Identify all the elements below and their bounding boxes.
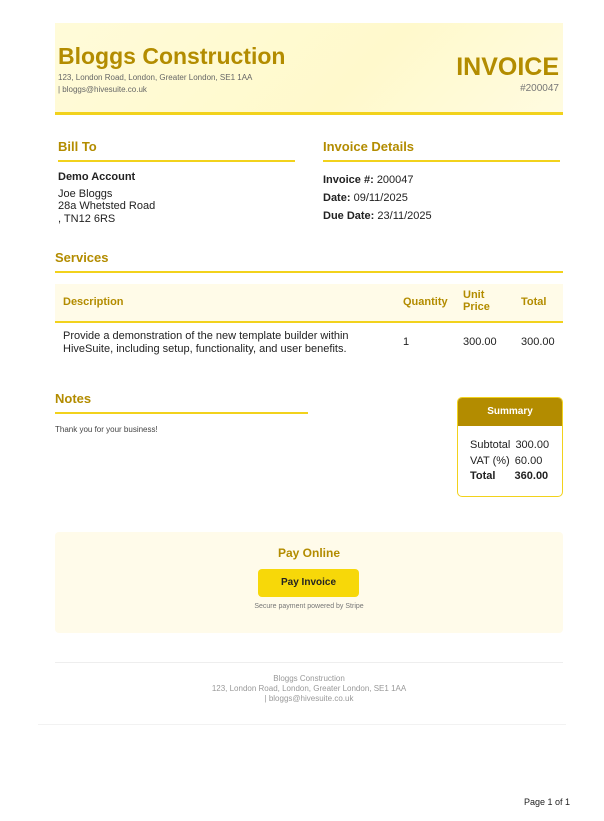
footer-address: 123, London Road, London, Greater London, SE1 1AA — [211, 684, 407, 693]
bill-to-block — [58, 171, 155, 225]
invoice-date-label: Date: — [323, 192, 351, 204]
bill-to-heading: Bill To — [58, 139, 295, 162]
row-quantity: 1 — [403, 336, 410, 348]
col-unit-price-line2: Price — [463, 301, 490, 313]
invoice-date-row — [323, 189, 432, 207]
summary-vat-value: 60.00 — [514, 455, 543, 467]
col-description: Description — [63, 296, 124, 308]
row-description — [63, 330, 349, 355]
notes-text: Thank you for your business! — [55, 425, 158, 434]
summary-subtotal-value: 300.00 — [515, 439, 550, 451]
notes-heading: Notes — [55, 391, 308, 414]
col-total: Total — [521, 296, 547, 308]
footer-divider — [55, 662, 563, 663]
pay-invoice-button[interactable]: Pay Invoice — [258, 569, 359, 597]
summary-box — [457, 397, 563, 497]
row-unit-price: 300.00 — [463, 336, 497, 348]
services-table-header — [55, 284, 563, 323]
summary-heading: Summary — [458, 398, 562, 426]
company-address: 123, London Road, London, Greater London, SE1 1AA — [58, 73, 253, 82]
bill-to-postcode: , TN12 6RS — [58, 212, 116, 225]
pay-online-heading: Pay Online — [277, 546, 341, 560]
footer-company-name: Bloggs Construction — [273, 674, 345, 683]
footer-email: | bloggs@hivesuite.co.uk — [264, 694, 354, 703]
row-description-line2: HiveSuite, including setup, functionality, and user benefits. — [63, 342, 347, 355]
invoice-number-label: Invoice #: — [323, 174, 374, 186]
summary-subtotal-row — [470, 439, 549, 451]
invoice-title: INVOICE — [456, 53, 559, 81]
summary-vat-label: VAT (%) — [470, 455, 510, 467]
invoice-number-value: 200047 — [376, 174, 414, 186]
invoice-details-block — [323, 171, 432, 225]
services-heading: Services — [55, 250, 563, 273]
pay-online-panel — [55, 532, 563, 633]
footer-bottom-divider — [38, 724, 566, 725]
summary-vat-row — [470, 455, 542, 467]
invoice-details-heading: Invoice Details — [323, 139, 560, 162]
bill-to-name: Joe Bloggs — [58, 187, 113, 200]
bill-to-street: 28a Whetsted Road — [58, 200, 156, 212]
invoice-number-tag: #200047 — [520, 83, 559, 94]
summary-total-label: Total — [470, 470, 496, 482]
row-description-line1: Provide a demonstration of the new template builder within — [63, 330, 349, 342]
row-total: 300.00 — [521, 336, 555, 348]
company-name: Bloggs Construction — [58, 43, 286, 69]
summary-subtotal-label: Subtotal — [470, 439, 511, 451]
invoice-number-row — [323, 171, 432, 189]
page-number: Page 1 of 1 — [523, 797, 570, 807]
bill-to-account: Demo Account — [58, 171, 136, 183]
company-email: | bloggs@hivesuite.co.uk — [58, 85, 147, 94]
summary-total-row — [470, 470, 548, 482]
summary-total-value: 360.00 — [514, 470, 549, 482]
invoice-due-row — [323, 207, 432, 225]
invoice-date-value: 09/11/2025 — [353, 192, 408, 204]
col-unit-price-line1: Unit — [463, 289, 485, 301]
invoice-due-label: Due Date: — [323, 210, 375, 222]
payment-provider-note: Secure payment powered by Stripe — [254, 603, 364, 610]
invoice-due-value: 23/11/2025 — [377, 210, 432, 222]
col-quantity: Quantity — [403, 296, 448, 308]
col-unit-price — [463, 289, 490, 313]
invoice-header — [55, 23, 563, 115]
